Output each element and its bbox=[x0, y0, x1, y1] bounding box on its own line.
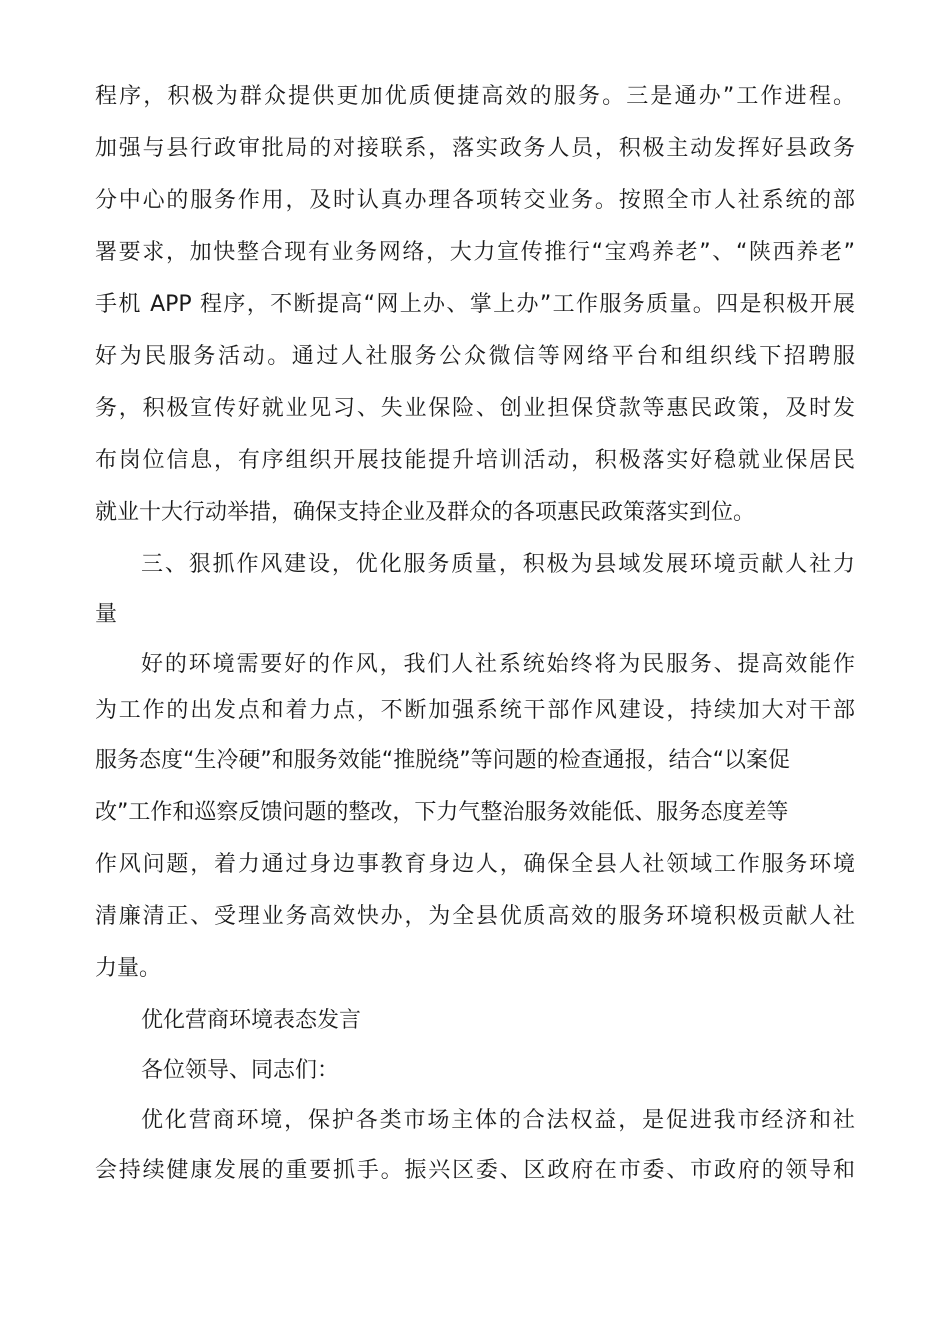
text-line: 就业十大行动举措，确保支持企业及群众的各项惠民政策落实到位。 bbox=[95, 500, 756, 525]
text-line: 手机 APP 程序，不断提高“网上办、掌上办”工作服务质量。四是积极开展 bbox=[95, 292, 855, 317]
section-heading: 量 bbox=[95, 602, 118, 627]
text-line: 务，积极宣传好就业见习、失业保险、创业担保贷款等惠民政策，及时发 bbox=[95, 396, 855, 421]
text-line: 好的环境需要好的作风，我们人社系统始终将为民服务、提高效能作 bbox=[141, 652, 855, 677]
text-line: 布岗位信息，有序组织开展技能提升培训活动，积极落实好稳就业保居民 bbox=[95, 448, 855, 473]
section-heading: 三、狠抓作风建设，优化服务质量，积极为县域发展环境贡献人社力 bbox=[141, 552, 855, 577]
text-line: 好为民服务活动。通过人社服务公众微信等网络平台和组织线下招聘服 bbox=[95, 344, 855, 369]
text-line: 分中心的服务作用，及时认真办理各项转交业务。按照全市人社系统的部 bbox=[95, 188, 855, 213]
text-line: 会持续健康发展的重要抓手。振兴区委、区政府在市委、市政府的领导和 bbox=[95, 1158, 855, 1183]
text-line: 加强与县行政审批局的对接联系，落实政务人员，积极主动发挥好县政务 bbox=[95, 136, 855, 161]
text-line: 署要求，加快整合现有业务网络，大力宣传推行“宝鸡养老”、“陕西养老” bbox=[95, 240, 855, 265]
text-line: 为工作的出发点和着力点，不断加强系统干部作风建设，持续加大对干部 bbox=[95, 698, 855, 723]
text-line: 力量。 bbox=[95, 956, 162, 981]
text-line: 程序，积极为群众提供更加优质便捷高效的服务。三是通办”工作进程。 bbox=[95, 84, 855, 109]
text-line: 作风问题，着力通过身边事教育身边人，确保全县人社领域工作服务环境 bbox=[95, 852, 855, 877]
text-line: 改”工作和巡察反馈问题的整改，下力气整治服务效能低、服务态度差等 bbox=[95, 800, 789, 825]
salutation: 各位领导、同志们： bbox=[141, 1058, 340, 1083]
speech-title: 优化营商环境表态发言 bbox=[141, 1008, 362, 1033]
text-line: 清廉清正、受理业务高效快办，为全县优质高效的服务环境积极贡献人社 bbox=[95, 904, 855, 929]
text-line: 优化营商环境，保护各类市场主体的合法权益，是促进我市经济和社 bbox=[141, 1108, 855, 1133]
text-line: 服务态度“生冷硬”和服务效能“推脱绕”等问题的检查通报，结合“以案促 bbox=[95, 748, 790, 773]
